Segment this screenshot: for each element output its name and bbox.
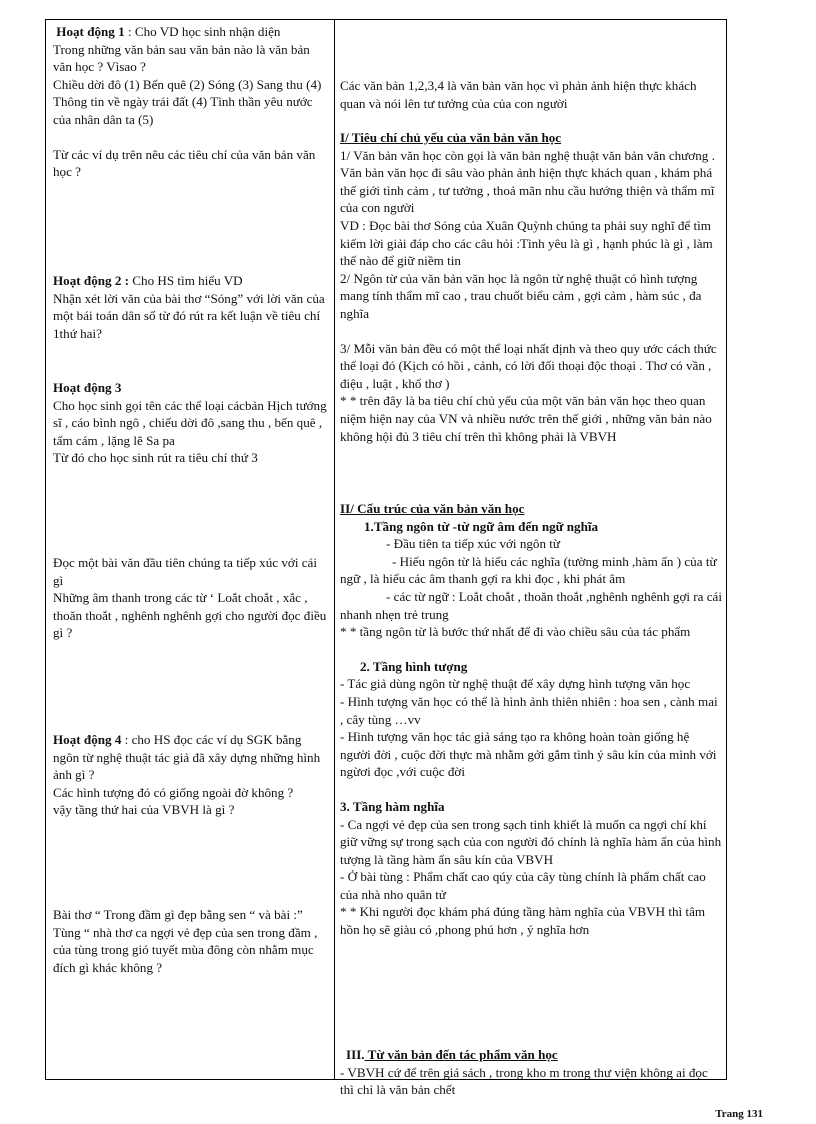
intro-answer-text: Các văn bản 1,2,3,4 là văn bản văn học vì phản ảnh hiện thực khách quan và nói lên tư tưởng của của con người [340, 78, 697, 111]
page-number: Trang 131 [715, 1108, 763, 1120]
layer-3-title: 3. Tầng hàm nghĩa [340, 798, 445, 814]
layer-3-point-2: - Ở bài tùng : Phẩm chất cao qúy của cây tùng chính là phẩm chất cao của nhà nho quân tử [340, 869, 706, 902]
layer-2-point-2: - Hình tượng văn học có thể là hình ảnh thiên nhiên : hoa sen , cành mai , cây tùng …vv [340, 693, 718, 727]
reading-prompt [53, 554, 327, 642]
layer-3-summary: * * Khi người đọc khám phá đúng tầng hàm nghĩa của VBVH thì tâm hồn họ sẽ giàu có ,phong phú hơn , ý nghĩa hơn [340, 904, 706, 938]
criteria-summary: * * trên đây là ba tiêu chí chủ yếu của một văn bản văn học theo quan niệm hiện nay của VN và nhiều nước trên thế giới , những văn bản nào không hội đủ 3 tiêu chí trên thì không phải là VBVH [340, 393, 712, 444]
layer-1-point-2: - Hiểu ngôn từ là hiểu các nghĩa (tường minh ,hàm ẩn ) của từ ngữ , là hiểu các âm thanh gợi ra khi đọc , khi phát âm [340, 553, 717, 587]
section-1-title: I/ Tiêu chí chủ yếu của văn bản văn học [340, 130, 562, 145]
column-divider [334, 20, 335, 1079]
section-3-point-1: - VBVH cứ để trên giá sách , trong kho m trong thư viện không ai đọc thì chỉ là văn bản chết [340, 1064, 708, 1098]
section-3 [340, 1046, 722, 1099]
activity-1-examples: Chiều dời đô (1) Bến quê (2) Sóng (3) Sang thu (4) Thông tin về ngày trái đất (4) Tình thần yêu nước của nhân dân ta (5) [53, 76, 322, 127]
section-3-title: III. Từ văn bản đến tác phẩm văn học [346, 1047, 558, 1062]
activity-1-intro: : Cho VD học sinh nhận diện [124, 24, 281, 39]
activity-4-intro: : cho HS đọc các ví dụ SGK bằng ngôn từ nghệ thuật tác giả đã xây dựng những hình ảnh gì ? [53, 732, 321, 783]
section-2 [340, 500, 722, 939]
activity-2-question: Nhận xét lời văn của bài thơ “Sóng” với lời văn của một bái toán dân số từ đó rút ra kết luận về tiêu chí 1thứ hai? [53, 290, 325, 341]
criterion-1: 1/ Văn bản văn học còn gọi là văn bản nghệ thuật văn bản văn chương . Văn bản văn học đi sâu vào phản ảnh hiện thực khách quan , khám phá thế giới tình cảm , tư tưởng , thoả mãn nhu cầu hướng thiện và thẩm mĩ của con người [340, 147, 715, 216]
activity-3 [53, 379, 327, 467]
layer-2-title: 2. Tầng hình tượng [360, 658, 468, 674]
layer-2-point-1: - Tác giả dùng ngôn từ nghệ thuật để xây dựng hình tượng văn học [340, 676, 691, 692]
layer-2-point-3: - Hình tượng văn học tác giả sáng tạo ra không hoàn toàn giống hệ người đời , cuộc đời thực mà nhằm gởi gắm tình ý sâu kín của mình với ngừơi đọc ,với cuộc đời [340, 729, 717, 780]
sound-question: Những âm thanh trong các từ ‘ Loắt choắt , xắc , thoăn thoắt , nghênh nghênh gợi cho người đọc điều gì ? [53, 590, 327, 641]
section-1 [340, 129, 722, 445]
section-2-title: II/ Cấu trúc của văn bản văn học [340, 501, 525, 516]
criterion-1-example: VD : Đọc bài thơ Sóng của Xuân Quỳnh chúng ta phải suy nghĩ để tìm kiếm lời giải đáp cho các câu hỏi :Tình yêu là gì , hạnh phúc là gì , làm thế nào để giữ niềm tin [340, 217, 713, 269]
activity-1 [53, 23, 327, 181]
activity-3-question: Cho học sinh gọi tên các thể loại cácbản Hịch tướng sĩ , cáo bình ngô , chiếu dời đô ,sang thu , bến quê , tấm cám , lặng lẽ Sa pa [53, 397, 327, 448]
criterion-3: 3/ Mỗi văn bản đều có một thể loại nhất định và theo quy ước cách thức thể loại đó (Kịch có hồi , cảnh, có lời đối thoại độc thoại . Thơ có vần , điệu , luật , khổ thơ ) [340, 340, 717, 391]
activity-4-ask: vậy tầng thứ hai của VBVH là gì ? [53, 802, 235, 818]
activity-2-intro: Cho HS tìm hiểu VD [129, 273, 243, 288]
activity-3-conclusion: Từ đó cho học sinh rút ra tiêu chí thứ 3 [53, 450, 258, 466]
activity-2 [53, 272, 327, 342]
activity-1-question: Trong những văn bản sau văn bản nào là văn bản văn học ? Vìsao ? [53, 41, 310, 75]
poem-question [53, 906, 327, 976]
activity-1-ask: Từ các ví dụ trên nêu các tiêu chí của văn bản văn học ? [53, 146, 316, 180]
criterion-2: 2/ Ngôn từ của văn bản văn học là ngôn từ nghệ thuật có hình tượng mang tính thẩm mĩ cao , trau chuốt biểu cảm , gợi cảm , hàm súc , đa nghĩa [340, 270, 702, 321]
poem-question-text: Bài thơ “ Trong đầm gì đẹp bằng sen “ và bài :” Tùng “ nhà thơ ca ngợi vẻ đẹp của sen trong đầm , của tùng trong gió tuyết mùa đông còn nhằm mục đích gì khác không ? [53, 907, 318, 975]
intro-answer [340, 77, 722, 112]
reading-question: Đọc một bài văn đầu tiên chúng ta tiếp xúc với cái gì [53, 555, 317, 588]
layer-1-point-3: - các từ ngữ : Loắt choắt , thoăn thoắt ,nghênh nghênh gợi ra cái nhanh nhẹn trẻ trung [340, 588, 722, 622]
activity-1-title: Hoạt động 1 [56, 24, 125, 39]
lesson-table [45, 19, 727, 1098]
layer-3-point-1: - Ca ngợi vẻ đẹp của sen trong sạch tinh khiết là muốn ca ngợi chí khí giữ vững sự trong sạch của con người đó chính là nghĩa hàm ẩn của hình tượng là tầng hàm ẩn sâu kín của VBVH [340, 816, 722, 867]
activity-4-title: Hoạt động 4 [53, 732, 122, 747]
layer-1-point-1: - Đầu tiên ta tiếp xúc với ngôn từ [386, 536, 561, 552]
activity-3-title: Hoạt động 3 [53, 380, 122, 395]
layer-1-title: 1.Tầng ngôn từ -từ ngữ âm đến ngữ nghĩa [364, 518, 599, 534]
activity-4-question: Các hình tượng đó có giống ngoài đờ không ? [53, 784, 294, 800]
activity-4 [53, 731, 327, 819]
layer-1-summary: * * tầng ngôn từ là bước thứ nhất để đi vào chiều sâu của tác phẩm [340, 624, 691, 640]
activity-2-title: Hoạt động 2 : [53, 273, 130, 288]
